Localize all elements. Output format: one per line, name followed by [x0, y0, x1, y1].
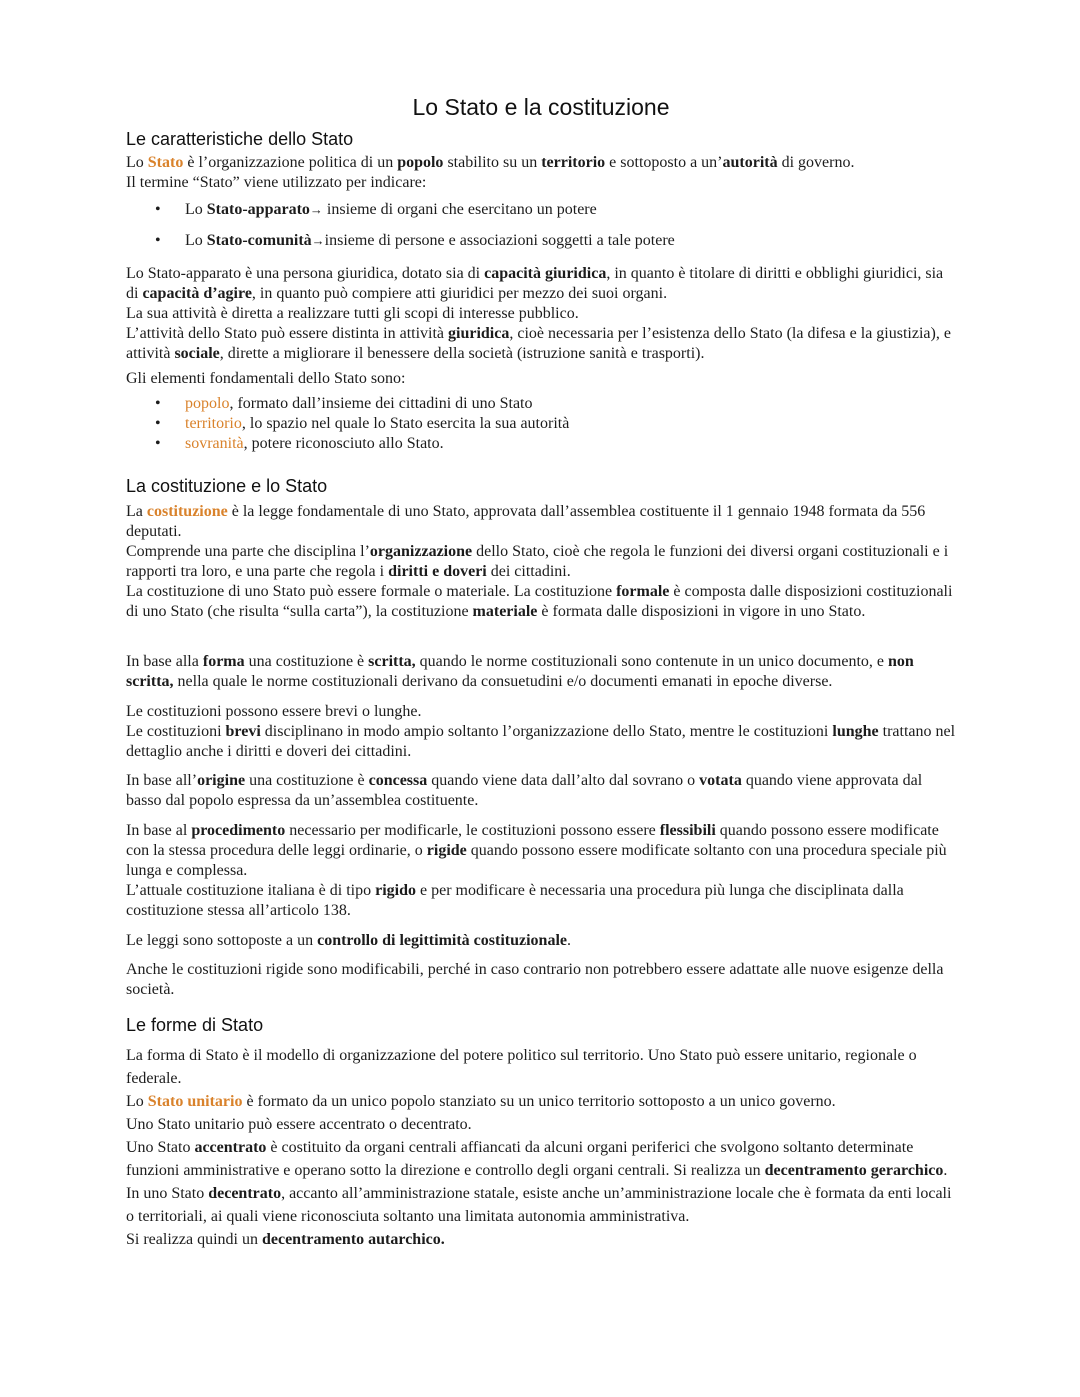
list-item: • Lo Stato-comunità→insieme di persone e associazioni soggetti a tale potere — [155, 232, 675, 249]
list-item: • sovranità, potere riconosciuto allo Stato. — [155, 435, 444, 452]
section-heading: Le forme di Stato — [126, 1015, 264, 1035]
highlight-term: territorio — [185, 415, 242, 432]
section-3-body — [126, 1044, 956, 1251]
paragraph: La sua attività è diretta a realizzare tutti gli scopi di interesse pubblico. — [126, 305, 579, 322]
list-elements — [126, 394, 956, 454]
highlight-term: costituzione — [146, 503, 228, 520]
bullet-icon: • — [155, 415, 161, 432]
paragraph: La costituzione è la legge fondamentale di uno Stato, approvata dall’assemblea costituente il 1 gennaio 1948 formata da 556 deputati. — [126, 503, 926, 540]
paragraph: Uno Stato unitario può essere accentrato o decentrato. — [126, 1116, 472, 1133]
paragraph: L’attuale costituzione italiana è di tipo rigido e per modificare è necessaria una procedura più lunga che disciplinata dalla costituzione stessa all’articolo 138. — [126, 882, 904, 919]
arrow-right-icon: → — [311, 233, 325, 248]
section-2-origine — [126, 771, 956, 811]
list-item: • popolo, formato dall’insieme dei cittadini di uno Stato — [155, 395, 533, 412]
list-item: • Lo Stato-apparato→ insieme di organi che esercitano un potere — [155, 201, 597, 218]
bullet-icon: • — [155, 201, 161, 218]
paragraph: Si realizza quindi un decentramento autarchico. — [126, 1231, 445, 1248]
highlight-term: popolo — [185, 395, 230, 412]
bullet-icon: • — [155, 232, 161, 249]
paragraph: Lo Stato è l’organizzazione politica di un popolo stabilito su un territorio e sottoposto a un’autorità di governo. — [126, 154, 855, 171]
paragraph: Le costituzioni possono essere brevi o lunghe. — [126, 703, 422, 720]
section-2-forma — [126, 652, 956, 692]
paragraph: In base all’origine una costituzione è concessa quando viene data dall’alto dal sovrano o votata quando viene approvata dal basso dal popolo espressa da un’assemblea costituente. — [126, 772, 923, 809]
section-caratteristiche — [126, 128, 956, 150]
paragraph: La costituzione di uno Stato può essere formale o materiale. La costituzione formale è composta dalle disposizioni costituzionali di uno Stato (che risulta “sulla carta”), la costituzione materiale è formata dalle disposizioni in vigore in uno Stato. — [126, 583, 953, 620]
paragraph: Le costituzioni brevi disciplinano in modo ampio soltanto l’organizzazione dello Stato, mentre le costituzioni lunghe trattano nel dettaglio anche i diritti e doveri dei cittadini. — [126, 723, 956, 760]
bullet-icon: • — [155, 395, 161, 412]
highlight-term: Stato — [147, 154, 184, 171]
section-2-procedimento — [126, 821, 956, 921]
paragraph: Anche le costituzioni rigide sono modificabili, perché in caso contrario non potrebbero essere adattate alle nuove esigenze della società. — [126, 961, 944, 998]
section-1-body — [126, 153, 956, 193]
list-stato-types — [126, 200, 956, 251]
paragraph: In uno Stato decentrato, accanto all’amministrazione statale, esiste anche un’amministrazione locale che è formata da enti locali o territoriali, ai quali viene riconosciuta soltanto una limitata autonomia amministrativa. — [126, 1185, 952, 1225]
paragraph: In base al procedimento necessario per modificarle, le costituzioni possono essere flessibili quando possono essere modificate con la stessa procedura delle leggi ordinarie, o rigide quando possono essere modificate soltanto con una procedura speciale più lunga e complessa. — [126, 822, 947, 879]
section-heading: Le caratteristiche dello Stato — [126, 129, 354, 149]
section-costituzione — [126, 475, 956, 497]
paragraph: Il termine “Stato” viene utilizzato per indicare: — [126, 174, 427, 191]
highlight-term: sovranità — [185, 435, 244, 452]
paragraph: In base alla forma una costituzione è scritta, quando le norme costituzionali sono contenute in un unico documento, e non scritta, nella quale le norme costituzionali derivano da consuetudini e/o documenti emanati in epoche diverse. — [126, 653, 914, 690]
page-title: Lo Stato e la costituzione — [412, 94, 670, 120]
highlight-term: Stato unitario — [147, 1093, 243, 1110]
paragraph: Lo Stato-apparato è una persona giuridica, dotato sia di capacità giuridica, in quanto è titolare di diritti e obblighi giuridici, sia di capacità d’agire, in quanto può compiere atti giuridici per mezzo dei suoi organi. — [126, 265, 944, 302]
section-2-modificabili — [126, 960, 956, 1000]
section-2-lunghezza — [126, 702, 956, 762]
section-forme-stato — [126, 1014, 956, 1036]
paragraph: Comprende una parte che disciplina l’organizzazione dello Stato, cioè che regola le funzioni dei diversi organi costituzionali e i rapporti tra loro, e una parte che regola i diritti e doveri dei cittadini. — [126, 543, 949, 580]
section-2-body — [126, 502, 956, 622]
list-item: • territorio, lo spazio nel quale lo Stato esercita la sua autorità — [155, 415, 570, 432]
arrow-right-icon: → — [309, 202, 323, 217]
section-1-body-2 — [126, 264, 956, 364]
paragraph: Uno Stato accentrato è costituito da organi centrali affiancati da alcuni organi periferici che svolgono soltanto determinate funzioni amministrative e operano sotto la direzione e controllo degli organi centrali. Si realizza un decentramento gerarchico. — [126, 1139, 948, 1179]
paragraph: Lo Stato unitario è formato da un unico popolo stanziato su un unico territorio sottoposto a un unico governo. — [126, 1093, 836, 1110]
paragraph: Le leggi sono sottoposte a un controllo di legittimità costituzionale. — [126, 932, 571, 949]
section-2-controllo — [126, 931, 956, 951]
bullet-icon: • — [155, 435, 161, 452]
paragraph: L’attività dello Stato può essere distinta in attività giuridica, cioè necessaria per l’esistenza dello Stato (la difesa e la giustizia), e attività sociale, dirette a migliorare il benessere della società (istruzione sanità e trasporti). — [126, 325, 951, 362]
section-1-elements — [126, 369, 956, 389]
section-heading: La costituzione e lo Stato — [126, 476, 328, 496]
paragraph: Gli elementi fondamentali dello Stato sono: — [126, 370, 406, 387]
paragraph: La forma di Stato è il modello di organizzazione del potere politico sul territorio. Uno Stato può essere unitario, regionale o federale. — [126, 1047, 917, 1087]
